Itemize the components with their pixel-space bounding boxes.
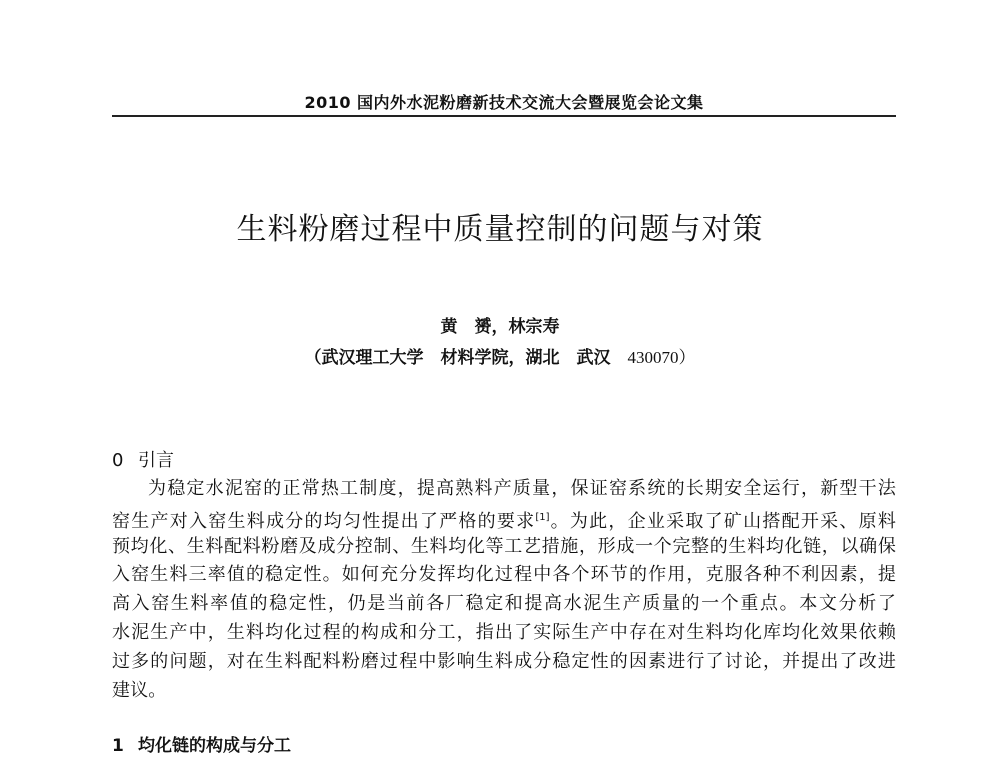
citation-reference: [1]: [535, 511, 550, 523]
paragraph-line: 过多的问题，对在生料配料粉磨过程中影响生料成分稳定性的因素进行了讨论，并提出了改进: [112, 650, 896, 672]
paragraph-line: 建议。: [112, 679, 167, 701]
paragraph-line: 为稳定水泥窑的正常热工制度，提高熟料产质量，保证窑系统的长期安全运行，新型干法: [148, 478, 896, 499]
paragraph-line: 入窑生料三率值的稳定性。如何充分发挥均化过程中各个环节的作用，克服各种不利因素，提: [112, 564, 896, 586]
section-title: 引言: [138, 450, 174, 471]
section-number: 0: [112, 450, 124, 471]
section-title: 均化链的构成与分工: [138, 736, 291, 756]
paragraph-line: 预均化、生料配料粉磨及成分控制、生料均化等工艺措施，形成一个完整的生料均化链，以确保: [112, 535, 896, 557]
affiliation-text: （武汉理工大学 材料学院，湖北 武汉: [304, 348, 611, 368]
postal-code: 430070）: [627, 348, 696, 367]
section-heading-introduction: [112, 446, 174, 472]
paragraph-line: 水泥生产中，生料均化过程的构成和分工，指出了实际生产中存在对生料均化库均化效果依赖: [112, 621, 896, 643]
header-divider: [112, 115, 896, 117]
section-heading-homogenization-chain: [112, 731, 291, 756]
introduction-paragraph: [112, 475, 896, 705]
author-affiliation: [0, 343, 1000, 368]
running-header: 2010 国内外水泥粉磨新技术交流大会暨展览会论文集: [304, 93, 704, 112]
paragraph-line: 窑生产对入窑生料成分的均匀性提出了严格的要求[1]。为此，企业采取了矿山搭配开采、原料: [112, 510, 896, 532]
author-list: 黄 赟，林宗寿: [440, 317, 560, 337]
paragraph-line: 高入窑生料率值的稳定性，仍是当前各厂稳定和提高水泥生产质量的一个重点。本文分析了: [112, 593, 896, 615]
paper-title: 生料粉磨过程中质量控制的问题与对策: [236, 212, 764, 247]
section-number: 1: [112, 736, 124, 756]
